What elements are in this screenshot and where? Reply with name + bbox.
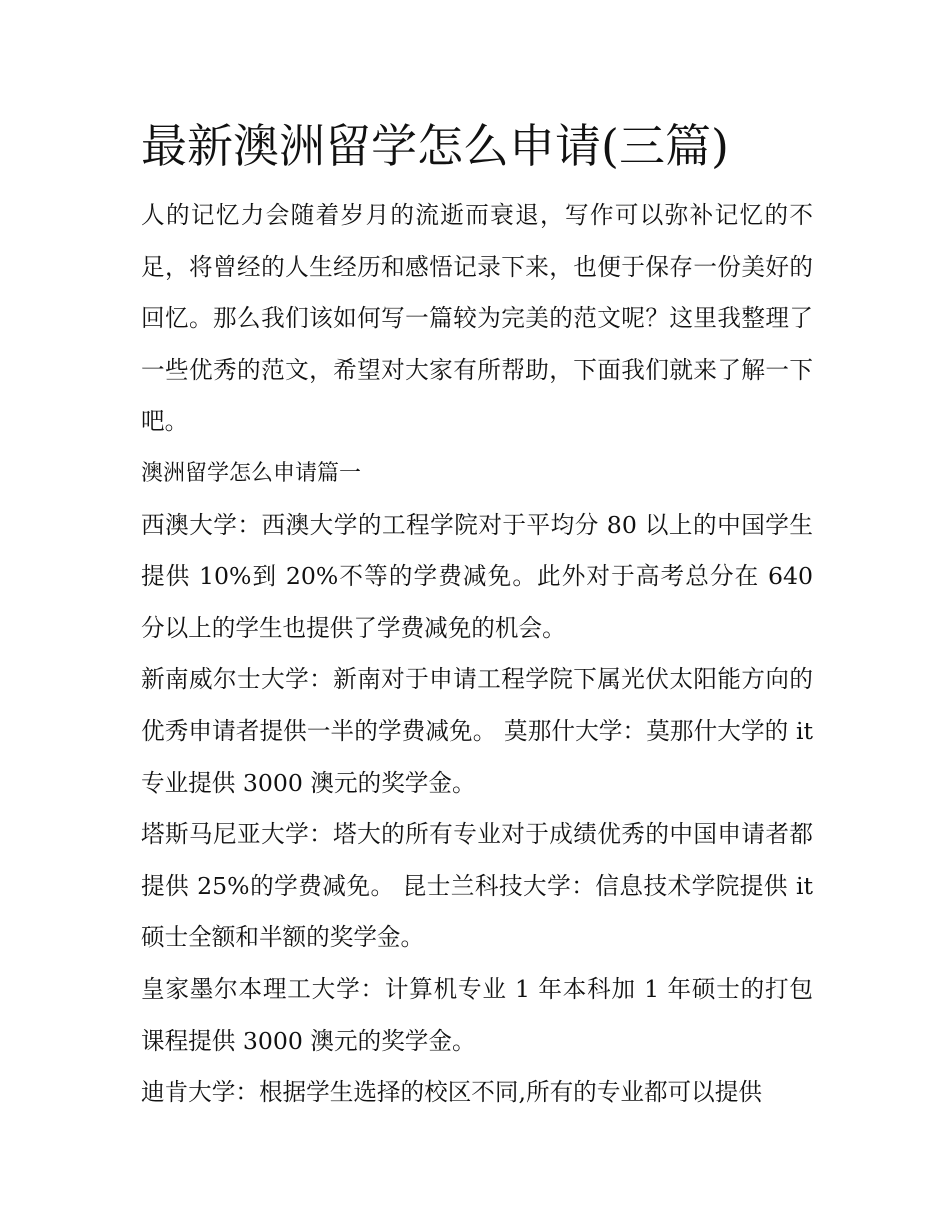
body-paragraph: 皇家墨尔本理工大学：计算机专业 1 年本科加 1 年硕士的打包课程提供 3000 澳元的奖学金。 [141,974,813,1055]
section-heading: 澳洲留学怎么申请篇一 [141,460,362,486]
body-paragraph: 塔斯马尼亚大学：塔大的所有专业对于成绩优秀的中国申请者都提供 25%的学费减免。 昆士兰科技大学：信息技术学院提供 it 硕士全额和半额的奖学金。 [141,820,813,952]
document-page [141,110,813,1119]
body-paragraph: 迪肯大学：根据学生选择的校区不同,所有的专业都可以提供 [141,1078,762,1107]
body-paragraph: 西澳大学：西澳大学的工程学院对于平均分 80 以上的中国学生提供 10%到 20%不等的学费减免。此外对于高考总分在 640 分以上的学生也提供了学费减免的机会。 [141,510,813,642]
document-title: 最新澳洲留学怎么申请(三篇) [141,119,729,173]
intro-paragraph: 人的记忆力会随着岁月的流逝而衰退，写作可以弥补记忆的不足，将曾经的人生经历和感悟记录下来，也便于保存一份美好的回忆。那么我们该如何写一篇较为完美的范文呢？这里我整理了一些优秀的范文，希望对大家有所帮助，下面我们就来了解一下吧。 [141,201,813,436]
body-paragraph: 新南威尔士大学：新南对于申请工程学院下属光伏太阳能方向的优秀申请者提供一半的学费减免。 莫那什大学：莫那什大学的 it 专业提供 3000 澳元的奖学金。 [141,665,813,797]
